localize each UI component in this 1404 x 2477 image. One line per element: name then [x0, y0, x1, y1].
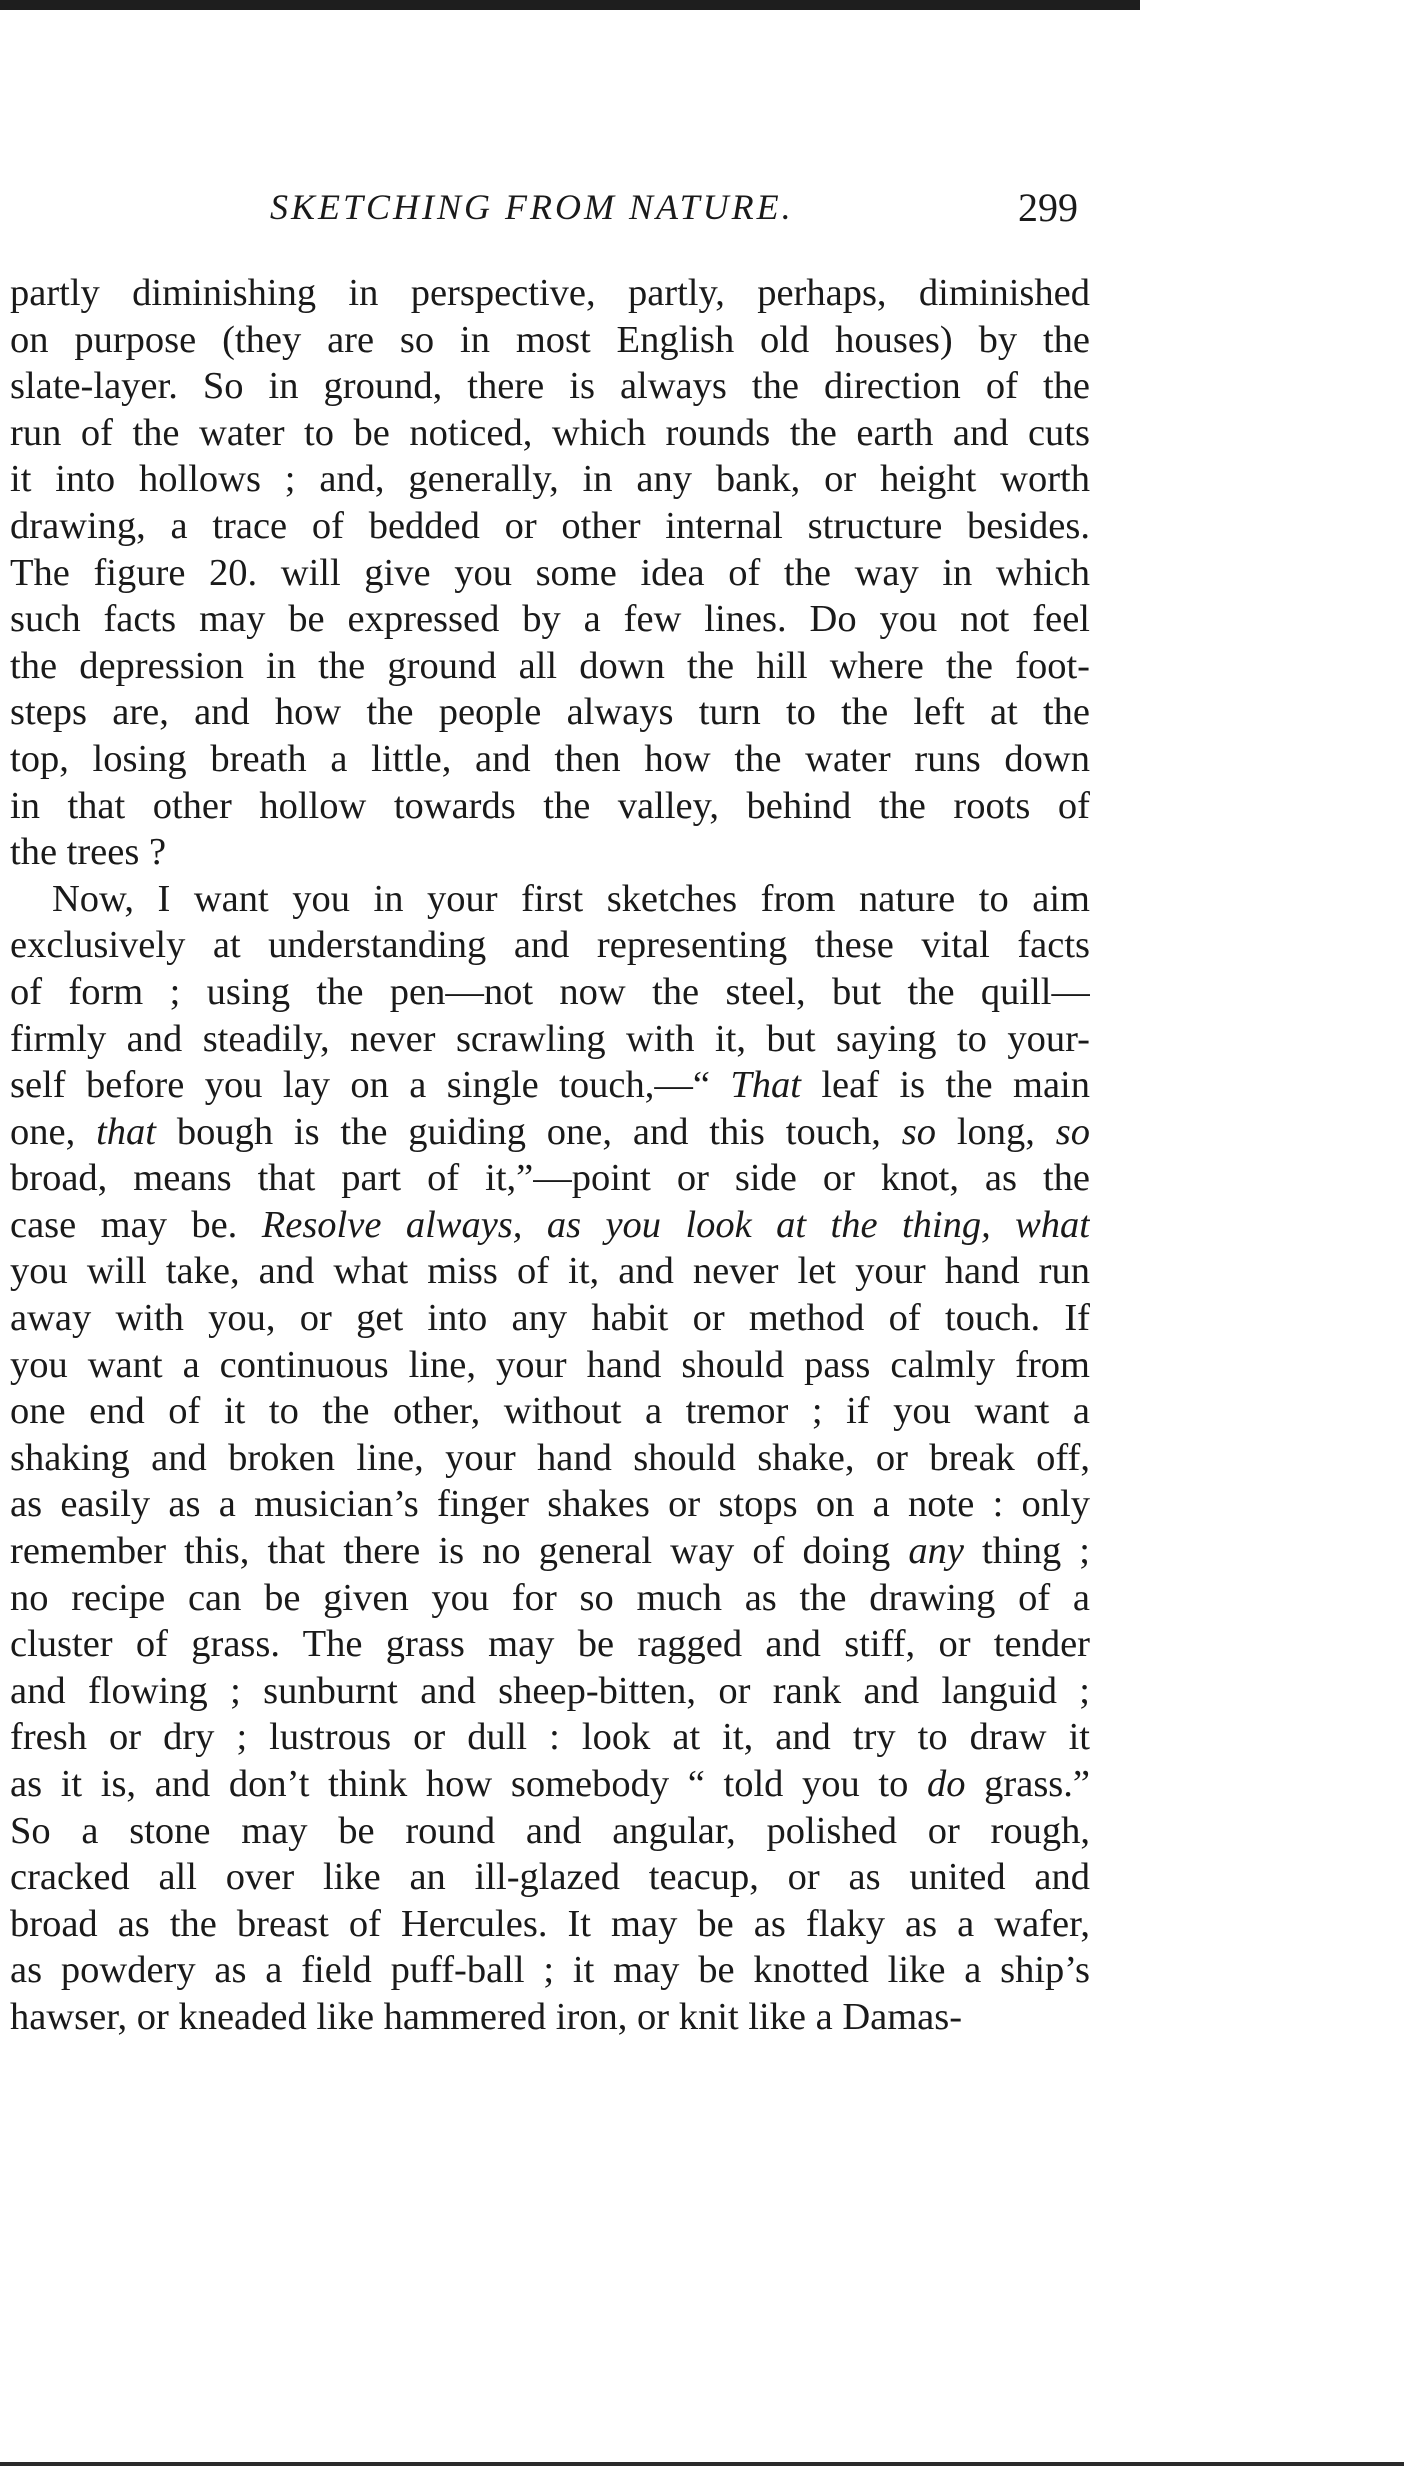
- text-run: of form ; using the pen—not now the steel, but the quill—: [10, 970, 1090, 1013]
- text-run: partly diminishing in perspective, partly, perhaps, diminished: [10, 272, 1090, 314]
- italic-text: do: [927, 1763, 966, 1805]
- italic-text: That: [730, 1064, 801, 1107]
- text-run: one end of it to the other, without a tremor ; if you want a: [10, 1390, 1090, 1433]
- italic-text: that: [96, 1110, 156, 1153]
- body-text: [10, 270, 1090, 2041]
- text-line: [10, 550, 1090, 597]
- text-line: [10, 643, 1090, 690]
- text-line: [10, 1155, 1090, 1202]
- text-run: cluster of grass. The grass may be ragged and stiff, or tender: [10, 1623, 1090, 1666]
- top-page-rule: [0, 0, 1140, 10]
- text-line: [10, 736, 1090, 783]
- text-run: firmly and steadily, never scrawling with it, but saying to your-: [10, 1017, 1090, 1060]
- text-run: thing ;: [963, 1530, 1090, 1573]
- text-line: [10, 1109, 1090, 1156]
- text-line: [10, 1901, 1090, 1948]
- text-line: [10, 922, 1090, 969]
- text-run: bough is the guiding one, and this touch,: [155, 1110, 902, 1153]
- text-run: grass.”: [965, 1763, 1090, 1805]
- text-line: [10, 1248, 1090, 1295]
- text-line: [10, 1528, 1090, 1575]
- text-run: broad as the breast of Hercules. It may be as flaky as a wafer,: [10, 1902, 1090, 1945]
- text-line: [10, 317, 1090, 364]
- text-line: [10, 1668, 1090, 1715]
- page-number: 299: [1018, 185, 1078, 230]
- text-run: as powdery as a field puff-ball ; it may be knotted like a ship’s: [10, 1949, 1090, 1992]
- italic-text: so: [901, 1110, 936, 1153]
- running-title: SKETCHING FROM NATURE.: [270, 187, 794, 227]
- italic-text: Resolve always, as you look at the thing, what: [261, 1203, 1090, 1246]
- text-line: [10, 689, 1090, 736]
- text-run: long,: [936, 1110, 1056, 1153]
- text-line: [10, 1621, 1090, 1668]
- text-run: on purpose (they are so in most English old houses) by the: [10, 318, 1090, 361]
- text-line: [10, 270, 1090, 317]
- text-run: such facts may be expressed by a few lines. Do you not feel: [10, 598, 1090, 641]
- text-run: the trees ?: [10, 831, 167, 874]
- text-run: slate-layer. So in ground, there is always the direction of the: [10, 365, 1090, 408]
- text-run: you will take, and what miss of it, and never let your hand run: [10, 1250, 1090, 1293]
- text-line: [10, 1016, 1090, 1063]
- text-line: [10, 1435, 1090, 1482]
- text-line: [10, 1761, 1090, 1808]
- text-run: as it is, and don’t think how somebody “ told you to: [10, 1763, 928, 1805]
- text-line: [10, 783, 1090, 830]
- text-run: drawing, a trace of bedded or other internal structure besides.: [10, 504, 1090, 547]
- text-run: in that other hollow towards the valley, behind the roots of: [10, 784, 1090, 827]
- text-line: [10, 1714, 1090, 1761]
- text-run: broad, means that part of it,”—point or side or knot, as the: [10, 1157, 1090, 1200]
- text-run: So a stone may be round and angular, polished or rough,: [10, 1809, 1090, 1852]
- text-line: [10, 456, 1090, 503]
- text-run: Now, I want you in your first sketches from nature to aim: [52, 877, 1090, 920]
- text-run: self before you lay on a single touch,—“: [10, 1064, 731, 1107]
- text-line: [10, 1062, 1090, 1109]
- text-line: [10, 1202, 1090, 1249]
- text-run: hawser, or kneaded like hammered iron, or knit like a Damas-: [10, 1995, 963, 2038]
- text-run: no recipe can be given you for so much as the drawing of a: [10, 1576, 1090, 1619]
- text-line: [10, 1947, 1090, 1994]
- text-run: case may be.: [10, 1203, 262, 1246]
- text-line: [10, 410, 1090, 457]
- running-head: [0, 186, 1404, 246]
- text-line: [10, 596, 1090, 643]
- text-line: [10, 1994, 1090, 2041]
- italic-text: any: [908, 1530, 964, 1573]
- text-run: The figure 20. will give you some idea of the way in which: [10, 551, 1090, 594]
- text-line: [10, 363, 1090, 410]
- text-line: [10, 1342, 1090, 1389]
- bottom-page-rule: [0, 2462, 1404, 2466]
- text-run: exclusively at understanding and representing these vital facts: [10, 924, 1090, 967]
- text-run: and flowing ; sunburnt and sheep-bitten, or rank and languid ;: [10, 1669, 1090, 1712]
- text-line: [10, 1295, 1090, 1342]
- text-run: one,: [10, 1110, 97, 1153]
- text-line: [10, 876, 1090, 923]
- text-run: run of the water to be noticed, which rounds the earth and cuts: [10, 411, 1090, 454]
- text-run: fresh or dry ; lustrous or dull : look at it, and try to draw it: [10, 1716, 1090, 1759]
- text-line: [10, 1481, 1090, 1528]
- text-line: [10, 1808, 1090, 1855]
- text-run: away with you, or get into any habit or method of touch. If: [10, 1297, 1090, 1340]
- text-run: shaking and broken line, your hand should shake, or break off,: [10, 1436, 1090, 1479]
- text-line: [10, 969, 1090, 1016]
- text-run: remember this, that there is no general way of doing: [10, 1530, 909, 1573]
- text-run: the depression in the ground all down the hill where the foot-: [10, 644, 1090, 687]
- text-run: top, losing breath a little, and then how the water runs down: [10, 737, 1090, 780]
- text-run: as easily as a musician’s finger shakes or stops on a note : only: [10, 1483, 1090, 1526]
- text-line: [10, 1854, 1090, 1901]
- text-line: [10, 1388, 1090, 1435]
- text-run: leaf is the main: [800, 1064, 1090, 1107]
- text-line: [10, 503, 1090, 550]
- italic-text: so: [1055, 1110, 1090, 1153]
- text-run: it into hollows ; and, generally, in any bank, or height worth: [10, 458, 1090, 501]
- text-run: cracked all over like an ill-glazed teacup, or as united and: [10, 1856, 1090, 1899]
- text-line: [10, 829, 1090, 876]
- text-run: you want a continuous line, your hand should pass calmly from: [10, 1343, 1090, 1386]
- text-run: steps are, and how the people always turn to the left at the: [10, 691, 1090, 734]
- text-line: [10, 1575, 1090, 1622]
